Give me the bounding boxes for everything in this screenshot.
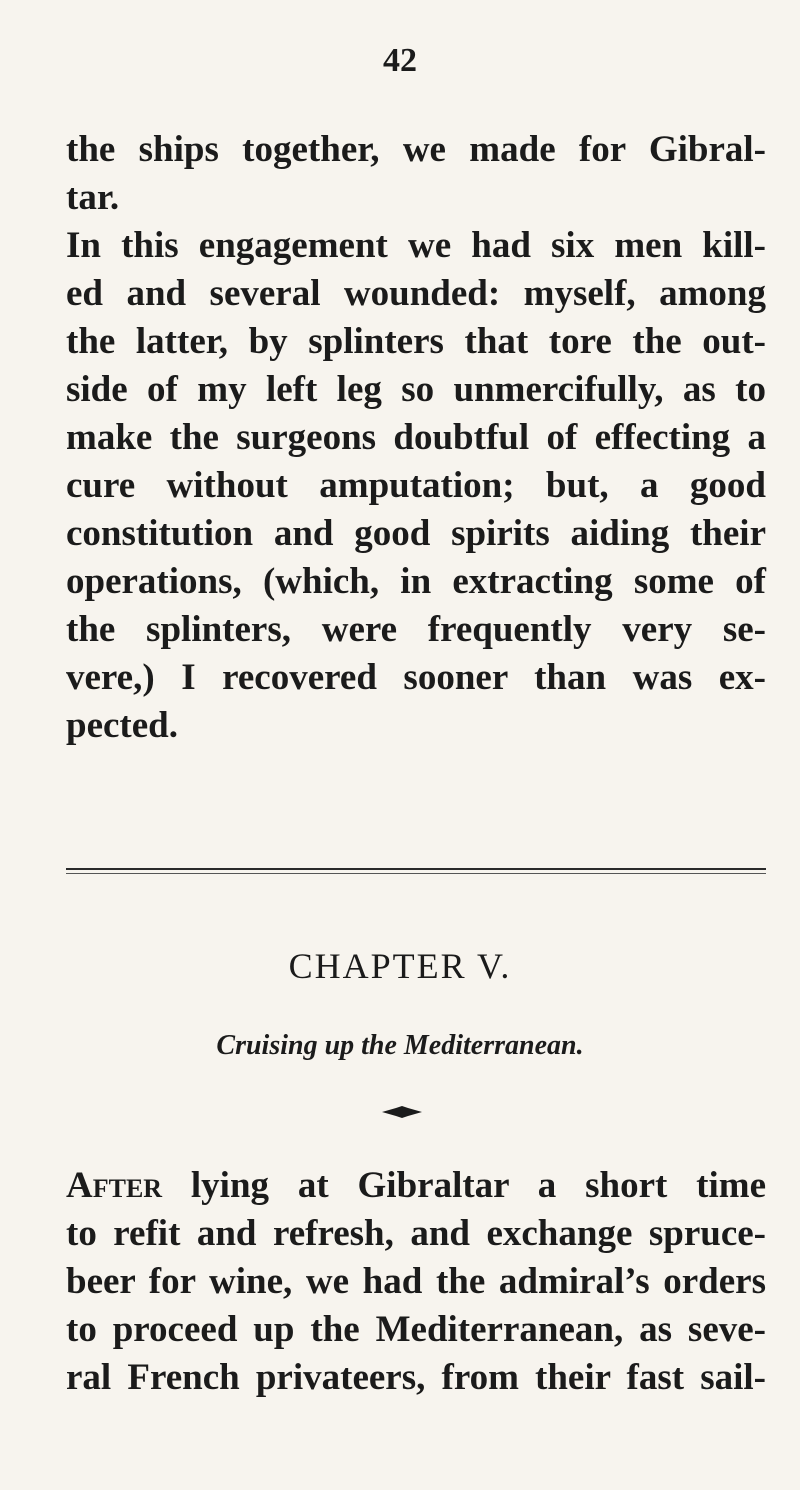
text-line: In this engagement we had six men kill-: [66, 225, 766, 266]
body-text-top: [66, 126, 766, 750]
text-line: side of my left leg so unmercifully, as to: [66, 369, 766, 410]
first-line-rest: lying at Gibraltar a short time: [162, 1165, 766, 1206]
chapter-subtitle: Cruising up the Mediterranean.: [216, 1030, 584, 1061]
text-line: vere,) I recovered sooner than was ex-: [66, 657, 766, 698]
text-line: to refit and refresh, and exchange spruce-: [66, 1213, 766, 1254]
text-line: operations, (which, in extracting some of: [66, 561, 766, 602]
section-divider-rule-thin: [66, 873, 766, 874]
text-line: cure without amputation; but, a good: [66, 465, 766, 506]
text-line: the latter, by splinters that tore the out-: [66, 321, 766, 362]
text-line: ed and several wounded: myself, among: [66, 273, 766, 314]
text-line: tar.: [66, 177, 120, 218]
text-line: to proceed up the Mediterranean, as seve-: [66, 1309, 766, 1350]
ornament-icon: [382, 1106, 422, 1118]
text-line: make the surgeons doubtful of effecting a: [66, 417, 766, 458]
text-line: the ships together, we made for Gibral-: [66, 129, 766, 170]
text-line: ral French privateers, from their fast sail-: [66, 1357, 766, 1398]
section-divider-rule: [66, 868, 766, 870]
page-number: 42: [383, 42, 417, 79]
drop-word: After: [66, 1165, 163, 1206]
text-line: pected.: [66, 705, 178, 746]
chapter-heading: CHAPTER V.: [288, 946, 512, 986]
text-line: constitution and good spirits aiding their: [66, 513, 766, 554]
text-line: the splinters, were frequently very se-: [66, 609, 766, 650]
text-line: beer for wine, we had the admiral’s orders: [66, 1261, 766, 1302]
body-text-chapter: [66, 1162, 766, 1402]
text-line-first: [66, 1162, 766, 1210]
